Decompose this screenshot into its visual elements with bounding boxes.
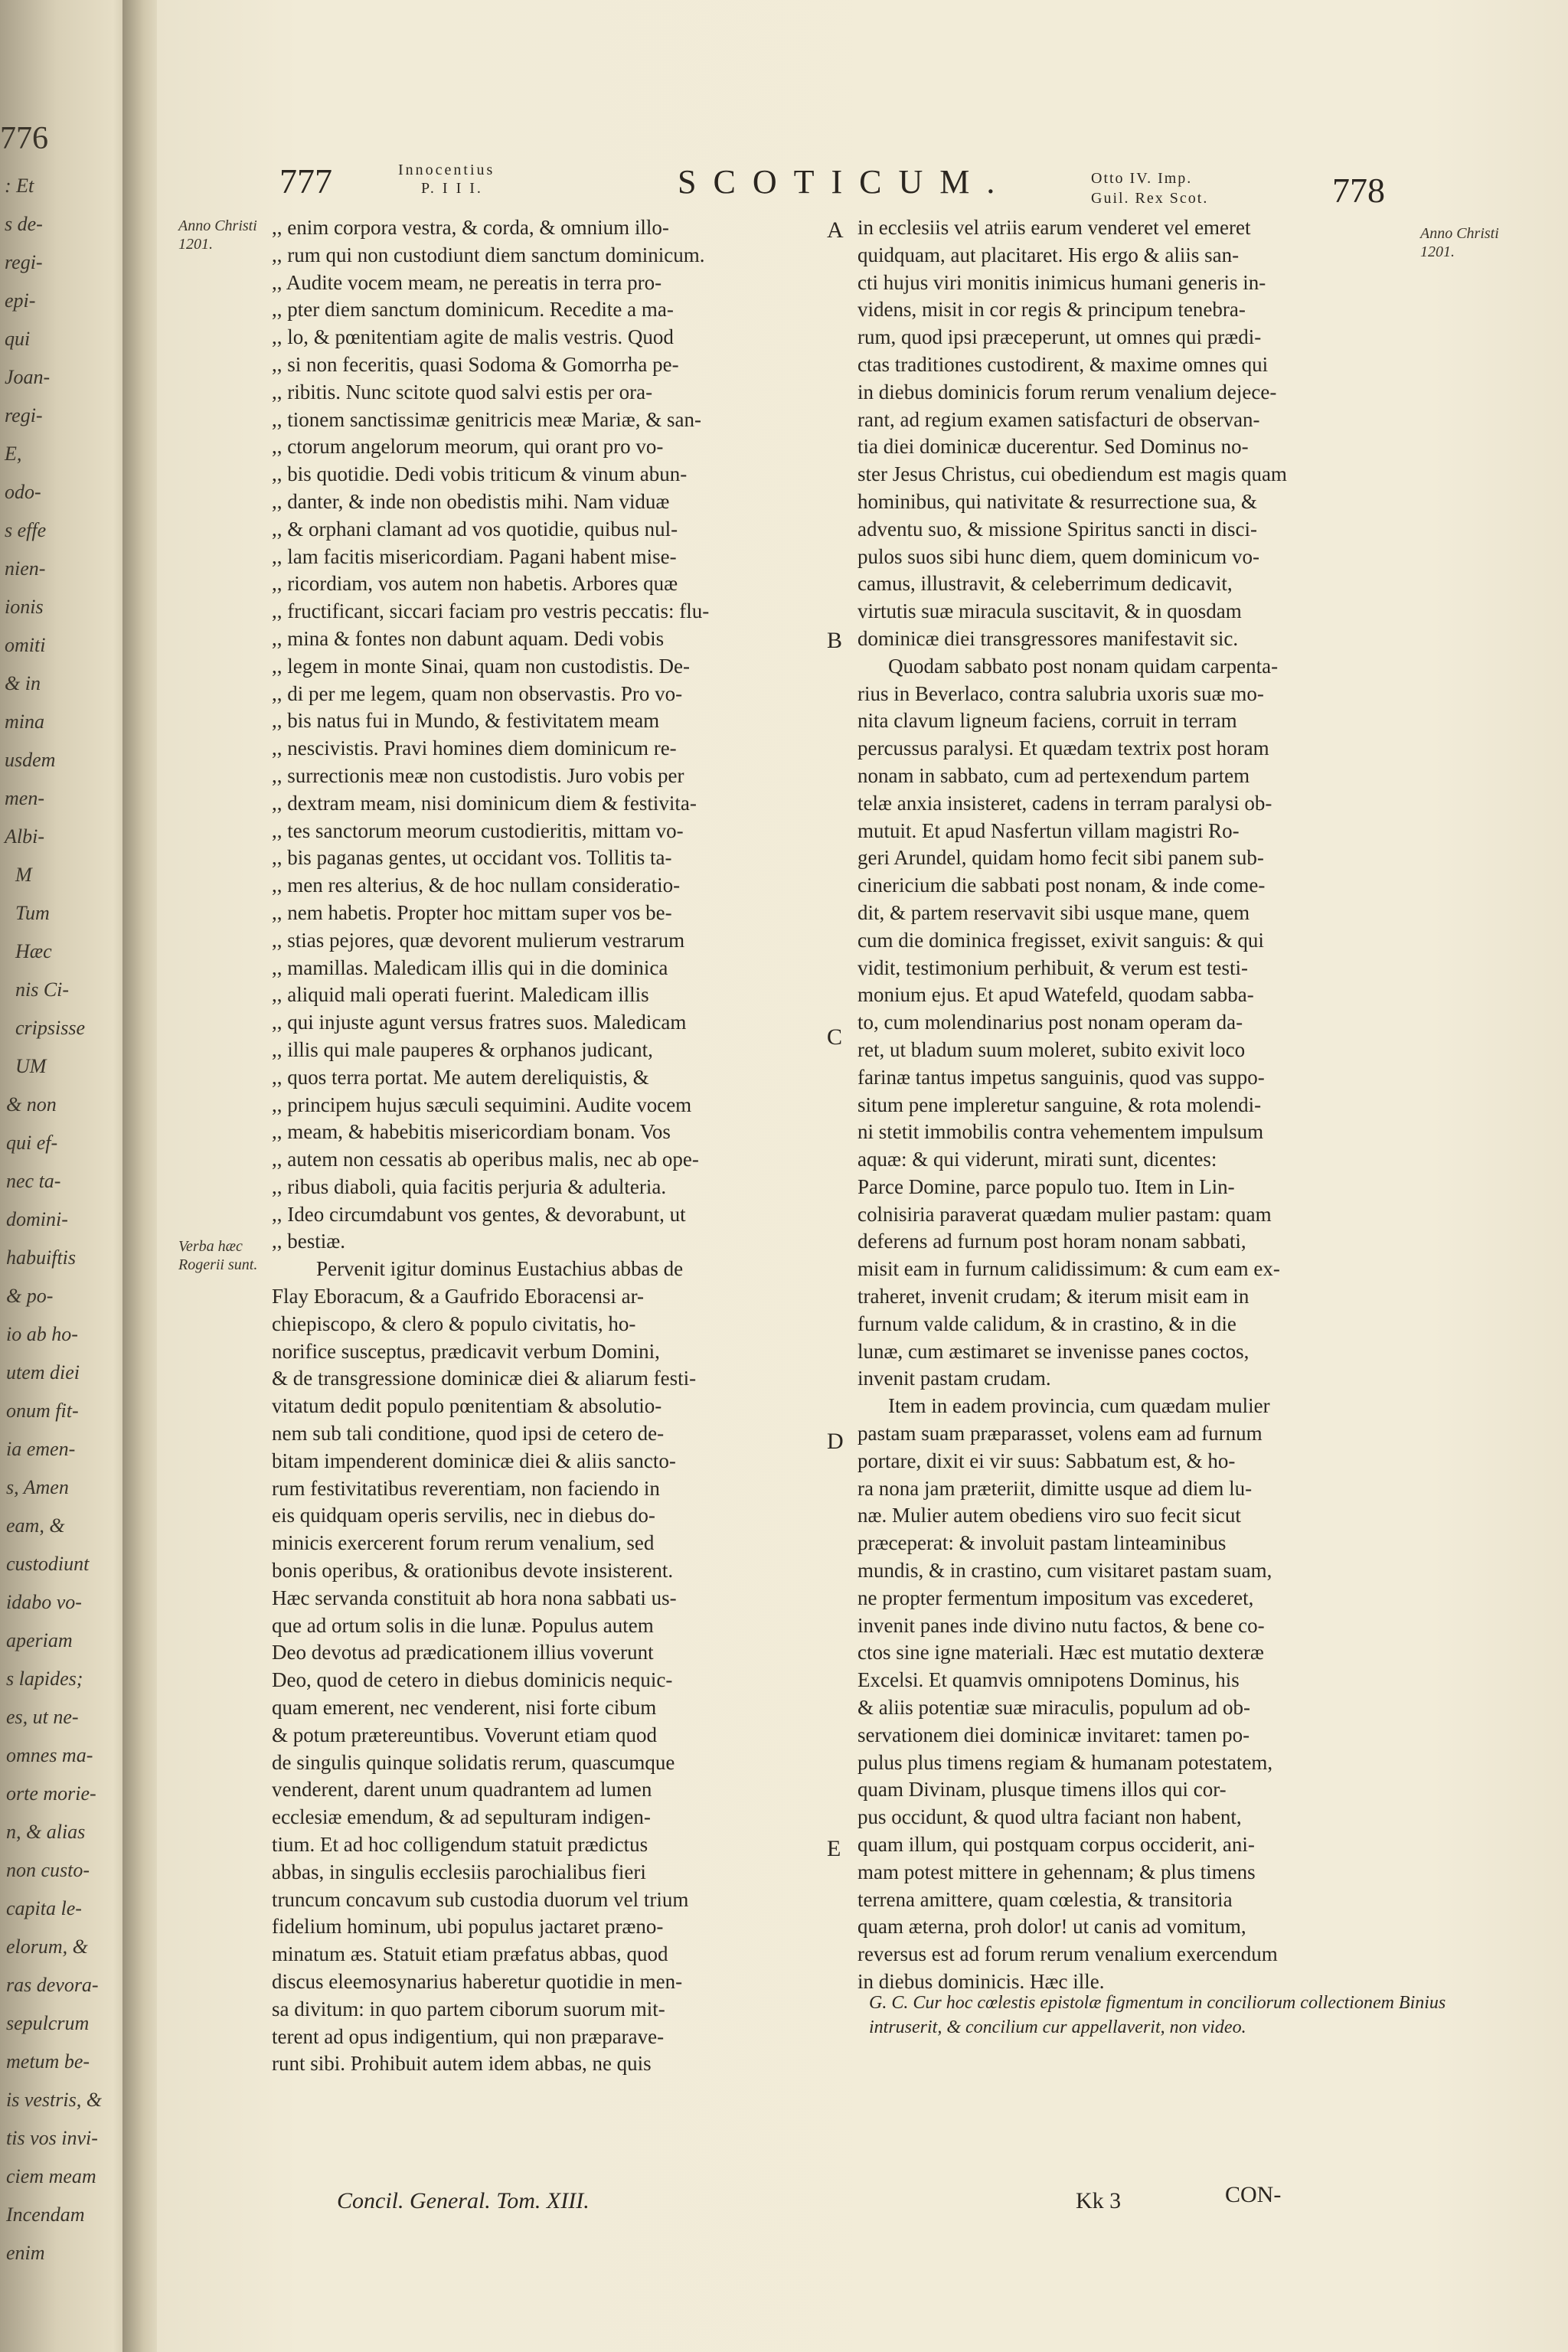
right-column-line: furnum valde calidum, & in crastino, & in die (858, 1312, 1236, 1335)
right-column-line: in diebus dominicis. Hæc ille. (858, 1970, 1105, 1993)
right-column-line: rum, quod ipsi præceperunt, ut omnes qui prædi- (858, 325, 1262, 349)
footer-volume: Concil. General. Tom. XIII. (337, 2188, 590, 2213)
header-otto: Otto IV. Imp. (1091, 170, 1193, 187)
left-column (272, 214, 915, 2078)
right-column-line: cinericium die sabbati post nonam, & inde come- (858, 874, 1266, 897)
right-column-line: ster Jesus Christus, cui obediendum est magis quam (858, 462, 1287, 486)
facing-page-fragment: elorum, & (6, 1936, 88, 1958)
right-column-line: dominicæ diei transgressores manifestavit sic. (858, 626, 1239, 650)
left-column-line: bitam impenderent dominicæ diei & aliis sancto- (272, 1449, 676, 1472)
header-innocent-line2: P. I I I. (421, 180, 483, 197)
left-column-line: ,, bis quotidie. Dedi vobis triticum & vinum abun- (272, 462, 688, 486)
left-column-line: sa divitum: in quo partem ciborum suorum mit- (272, 1997, 665, 2020)
facing-page-fragment: Incendam (6, 2203, 85, 2226)
facing-page-fragment: Joan- (5, 366, 51, 388)
left-column-line: ,, enim corpora vestra, & corda, & omnium illo- (272, 216, 669, 239)
right-column-line: adventu suo, & missione Spiritus sancti in disci- (858, 517, 1257, 541)
left-column-line: ,, dextram meam, nisi dominicum diem & festivita- (272, 791, 697, 815)
facing-page-fragment: cripsisse (15, 1017, 85, 1039)
left-column-line: ,, bestiæ. (272, 1230, 346, 1253)
right-column (858, 214, 1568, 1996)
left-column-line: ,, bis paganas gentes, ut occidant vos. Tollitis ta- (272, 846, 672, 870)
facing-page-fragment: E, (5, 443, 22, 465)
left-column-line: Deo devotus ad prædicationem illius voverunt (272, 1641, 654, 1664)
left-column-line: quam emerent, nec venderent, nisi forte cibum (272, 1696, 657, 1720)
right-column-line: nonam in sabbato, cum ad pertexendum partem (858, 763, 1250, 787)
left-column-line: ,, quos terra portat. Me autem dereliquistis, & (272, 1065, 649, 1089)
right-column-line: in ecclesiis vel atriis earum venderet vel emeret (858, 216, 1251, 239)
left-column-line: ,, ribus diaboli, quia facitis perjuria & adulteria. (272, 1174, 667, 1198)
facing-page-fragment: ciem meam (6, 2165, 96, 2187)
right-column-line: in diebus dominicis forum rerum venalium dejece- (858, 380, 1277, 403)
left-column-line: minicis exercerent forum rerum venalium, sed (272, 1531, 655, 1555)
facing-page-fragment: nec ta- (6, 1170, 61, 1192)
facing-page-fragment: eam, & (6, 1514, 65, 1537)
facing-page-fragment: & non (6, 1093, 57, 1116)
right-column-line: reversus est ad forum rerum venalium exercendum (858, 1942, 1278, 1966)
left-column-line: ,, men res alterius, & de hoc nullam consideratio- (272, 874, 681, 897)
right-column-line: telæ anxia insisteret, cadens in terram paralysi ob- (858, 791, 1272, 815)
left-column-line: ,, Audite vocem meam, ne pereatis in terra pro- (272, 270, 662, 294)
facing-page-fragment: regi- (5, 404, 43, 426)
right-column-line: mundis, & in crastino, cum visitaret pastam suam, (858, 1559, 1272, 1583)
left-column-line: ,, fructificant, siccari faciam pro vestris peccatis: flu- (272, 599, 710, 623)
right-column-line: lunæ, cum æstimaret se invenisse panes coctos, (858, 1339, 1250, 1363)
left-column-line: ,, Ideo circumdabunt vos gentes, & devorabunt, ut (272, 1202, 686, 1226)
facing-page-fragment: omiti (5, 634, 46, 656)
left-column-line: ,, aliquid mali operati fuerint. Maledicam illis (272, 983, 649, 1007)
left-column-line: ,, stias pejores, quæ devorent mulierum vestrarum (272, 928, 685, 952)
left-column-line: fidelium hominum, ubi populus jactaret præno- (272, 1915, 664, 1939)
right-column-line: præceperat: & involuit pastam linteaminibus (858, 1531, 1227, 1555)
right-column-line: rius in Beverlaco, contra salubria uxoris suæ mo- (858, 681, 1264, 705)
left-column-line: Flay Eboracum, & a Gaufrido Eboracensi ar- (272, 1285, 645, 1308)
left-column-line: nem sub tali conditione, quod ipsi de cetero de- (272, 1422, 665, 1446)
facing-page-fragment: s, Amen (6, 1476, 69, 1498)
section-letter-d: D (827, 1429, 844, 1454)
left-column-line: ,, tes sanctorum meorum custodieritis, mittam vo- (272, 818, 684, 842)
left-column-line: ,, di per me legem, quam non observastis. Pro vo- (272, 681, 683, 705)
right-column-line: rant, ad regium examen satisfacturi de observan- (858, 407, 1260, 431)
left-column-line: ,, lam facitis misericordiam. Pagani habent mise- (272, 544, 677, 568)
right-column-line: ret, ut bladum suum moleret, subito exivit loco (858, 1037, 1246, 1061)
right-column-line: tia diei dominicæ ducerentur. Sed Dominus no- (858, 435, 1249, 459)
right-column-line: nita clavum ligneum faciens, corruit in terram (858, 709, 1237, 733)
left-column-line: ,, principem hujus sæculi sequimini. Audite vocem (272, 1093, 692, 1116)
footnote: G. C. Cur hoc cœlestis epistolæ figmentum in conciliorum collectionem Binius intruserit, & concilium cur appellaverit, non video. (869, 1993, 1446, 2037)
facing-page-fragment: qui ef- (6, 1132, 58, 1154)
right-column-line: monium ejus. Et apud Watefeld, quodam sabba- (858, 983, 1254, 1007)
left-column-line: discus eleemosynarius haberetur quotidie in men- (272, 1970, 683, 1993)
footer-catchword: CON- (1225, 2182, 1282, 2207)
left-column-line: ,, ribitis. Nunc scitote quod salvi estis per ora- (272, 380, 653, 403)
left-column-line: rum festivitatibus reverentiam, non faciendo in (272, 1476, 660, 1500)
facing-page-fragment: Tum (15, 902, 50, 924)
right-column-line: Item in eadem provincia, cum quædam mulier (888, 1394, 1270, 1418)
left-column-line: ,, qui injuste agunt versus fratres suos. Maledicam (272, 1011, 687, 1034)
facing-page-fragment: & po- (6, 1285, 54, 1307)
facing-page-fragment: Albi- (5, 825, 44, 848)
right-column-line: ne propter fermentum impositum vas excederet, (858, 1586, 1254, 1609)
facing-page-fragment: s de- (5, 213, 43, 235)
header-guil: Guil. Rex Scot. (1091, 190, 1209, 207)
right-column-line: misit eam in furnum calidissimum: & cum eam ex- (858, 1257, 1280, 1281)
right-column-line: quam illum, qui postquam corpus occiderit, ani- (858, 1833, 1255, 1857)
left-column-line: Hæc servanda constituit ab hora nona sabbati us- (272, 1586, 677, 1609)
right-column-line: situm pene impleretur sanguine, & rota molendi- (858, 1093, 1262, 1116)
left-column-line: ,, autem non cessatis ab operibus malis, nec ab ope- (272, 1148, 699, 1171)
facing-page (0, 0, 142, 2352)
margin-note-year-left: Anno Christi 1201. (178, 217, 257, 253)
right-column-line: geri Arundel, quidam homo fecit sibi panem sub- (858, 846, 1264, 870)
right-column-line: deferens ad furnum post horam nonam sabbati, (858, 1230, 1246, 1253)
left-column-line: & potum prætereuntibus. Voverunt etiam quod (272, 1723, 657, 1746)
facing-page-fragment: usdem (5, 749, 56, 771)
page-number-left: 777 (279, 162, 332, 201)
header-innocent-line1: Innocentius (398, 162, 495, 178)
right-column-line: percussus paralysi. Et quædam textrix post horam (858, 737, 1269, 760)
facing-page-fragment: : Et (5, 175, 34, 197)
right-column-line: invenit panes inde divino nutu factos, & bene co- (858, 1613, 1265, 1637)
margin-note-year-right: Anno Christi 1201. (1420, 225, 1499, 260)
right-column-line: to, cum molendinarius post nonam operam da- (858, 1011, 1243, 1034)
facing-page-fragment: orte morie- (6, 1782, 96, 1805)
facing-page-fragment: regi- (5, 251, 43, 273)
right-column-line: traheret, invenit crudam; & iterum misit eam in (858, 1285, 1250, 1308)
right-column-line: Parce Domine, parce populo tuo. Item in Lin- (858, 1174, 1235, 1198)
facing-page-fragment: odo- (5, 481, 41, 503)
right-column-line: videns, misit in cor regis & principum tenebra- (858, 298, 1246, 322)
left-column-line: ,, surrectionis meæ non custodistis. Juro vobis per (272, 763, 684, 787)
left-column-line: ,, & orphani clamant ad vos quotidie, quibus nul- (272, 517, 678, 541)
facing-page-fragment: nien- (5, 557, 46, 580)
left-column-line: truncum concavum sub custodia duorum vel trium (272, 1887, 689, 1911)
left-column-line: & de transgressione dominicæ diei & aliarum festi- (272, 1367, 697, 1390)
facing-page-fragment: nis Ci- (15, 978, 70, 1001)
right-column-line: cti hujus viri monitis inimicus humani generis in- (858, 270, 1266, 294)
right-column-line: & aliis potentiæ suæ miraculis, populum ad ob- (858, 1696, 1250, 1720)
right-column-line: cum die dominica fregisset, exivit sanguis: & qui (858, 928, 1264, 952)
right-column-line: camus, illustravit, & celeberrimum dedicavit, (858, 572, 1233, 596)
left-column-line: chiepiscopo, & clero & populo civitatis, ho- (272, 1312, 636, 1335)
facing-page-fragment: M (15, 864, 32, 886)
left-column-line: que ad ortum solis in die lunæ. Populus autem (272, 1613, 654, 1637)
right-column-line: terrena amittere, quam cœlestia, & transitoria (858, 1887, 1233, 1911)
left-column-line: ,, tionem sanctissimæ genitricis meæ Mariæ, & san- (272, 407, 701, 431)
facing-page-fragment: idabo vo- (6, 1591, 82, 1613)
margin-note-verba: Verba hæc Rogerii sunt. (178, 1238, 258, 1273)
left-column-line: ,, rum qui non custodiunt diem sanctum dominicum. (272, 243, 705, 266)
section-letter-e: E (827, 1836, 841, 1861)
left-column-line: ,, pter diem sanctum dominicum. Recedite a ma- (272, 298, 674, 322)
facing-page-fragment: habuiftis (6, 1246, 77, 1269)
facing-page-fragment: Hæc (15, 940, 52, 962)
footer-signature: Kk 3 (1076, 2188, 1122, 2213)
left-column-line: ,, meam, & habebitis misericordiam bonam. Vos (272, 1120, 671, 1144)
facing-page-fragment: custodiunt (6, 1553, 90, 1575)
left-column-line: Pervenit igitur dominus Eustachius abbas de (316, 1257, 684, 1281)
left-column-line: Deo, quod de cetero in diebus dominicis nequic- (272, 1668, 673, 1692)
facing-page-fragment: omnes ma- (6, 1744, 93, 1766)
facing-page-fragment: mina (5, 710, 44, 733)
right-column-line: ra nona jam præteriit, dimitte usque ad diem lu- (858, 1476, 1253, 1500)
facing-page-fragment: men- (5, 787, 44, 809)
left-column-line: tium. Et ad hoc colligendum statuit prædictus (272, 1833, 648, 1857)
facing-page-fragment: & in (5, 672, 41, 694)
right-column-line: quam Divinam, plusque timens illos qui cor- (858, 1778, 1227, 1802)
left-column-line: de singulis quinque solidatis rerum, quascumque (272, 1750, 675, 1774)
left-column-line: vitatum dedit populo pœnitentiam & absolutio- (272, 1394, 662, 1418)
right-column-line: pus occidunt, & quod ultra faciant non habent, (858, 1805, 1242, 1829)
facing-page-fragment: utem diei (6, 1361, 80, 1383)
left-column-line: eis quidquam operis servilis, nec in diebus do- (272, 1504, 655, 1527)
right-column-line: farinæ tantus impetus sanguinis, quod vas suppo- (858, 1065, 1265, 1089)
right-column-line: aquæ: & qui viderunt, mirati sunt, dicentes: (858, 1148, 1217, 1171)
facing-page-fragment: enim (6, 2242, 45, 2264)
section-letter-b: B (827, 628, 843, 653)
facing-page-fragment: onum fit- (6, 1400, 79, 1422)
facing-page-fragment: aperiam (6, 1629, 73, 1651)
facing-page-fragment: tis vos invi- (6, 2127, 98, 2149)
facing-page-fragment: es, ut ne- (6, 1706, 79, 1728)
right-column-line: pulos suos sibi hunc diem, quem dominicum vo- (858, 544, 1259, 568)
facing-page-number: 776 (0, 121, 48, 156)
right-column-line: colnisiria paraverat quædam mulier pastam: quam (858, 1202, 1272, 1226)
facing-page-fragment: ia emen- (6, 1438, 76, 1460)
right-column-line: servationem diei dominicæ invitaret: tamen po- (858, 1723, 1250, 1746)
page-number-right: 778 (1332, 171, 1385, 210)
left-column-line: ,, ctorum angelorum meorum, qui orant pro vo- (272, 435, 664, 459)
facing-page-fragment: capita le- (6, 1897, 82, 1919)
left-column-line: ,, mamillas. Maledicam illis qui in die dominica (272, 956, 668, 979)
facing-page-fragment: UM (15, 1055, 47, 1077)
left-column-line: terent ad opus indigentium, qui non præparave- (272, 2024, 665, 2048)
left-column-line: ,, lo, & pœnitentiam agite de malis vestris. Quod (272, 325, 674, 349)
header-innocent (398, 161, 495, 198)
facing-page-fragment: is vestris, & (6, 2089, 102, 2111)
facing-page-fragment: n, & alias (6, 1821, 86, 1843)
right-column-line: quidquam, aut placitaret. His ergo & aliis san- (858, 243, 1240, 266)
right-column-line: Quodam sabbato post nonam quidam carpenta- (888, 654, 1279, 678)
right-column-line: Excelsi. Et quamvis omnipotens Dominus, his (858, 1668, 1240, 1692)
left-column-line: ,, nem habetis. Propter hoc mittam super vos be- (272, 900, 672, 924)
facing-page-fragment: ionis (5, 596, 44, 618)
facing-page-fragment: s lapides; (6, 1668, 83, 1690)
facing-page-fragment: metum be- (6, 2050, 90, 2073)
left-column-line: runt sibi. Prohibuit autem idem abbas, ne quis (272, 2052, 652, 2076)
right-column-line: ctos sine igne materiali. Hæc est mutatio dexteræ (858, 1641, 1264, 1664)
running-title: SCOTICUM. (678, 163, 1012, 201)
right-column-line: virtutis suæ miracula suscitavit, & in quosdam (858, 599, 1242, 623)
left-column-line: norifice susceptus, prædicavit verbum Domini, (272, 1339, 660, 1363)
right-column-line: quam æterna, proh dolor! ut canis ad vomitum, (858, 1915, 1246, 1939)
right-column-line: pastam suam præparasset, volens eam ad furnum (858, 1422, 1263, 1446)
facing-page-fragment: s effe (5, 519, 47, 541)
facing-page-fragment: domini- (6, 1208, 68, 1230)
left-column-line: minatum æs. Statuit etiam præfatus abbas, quod (272, 1942, 668, 1966)
right-column-line: mutuit. Et apud Nasfertun villam magistri Ro- (858, 818, 1240, 842)
left-column-line: ecclesiæ emendum, & ad sepulturam indigen- (272, 1805, 651, 1829)
right-column-line: næ. Mulier autem obediens viro suo fecit sicut (858, 1504, 1241, 1527)
book-page (157, 0, 1568, 2352)
left-column-line: abbas, in singulis ecclesiis parochialibus fieri (272, 1860, 646, 1883)
right-column-line: ni stetit immobilis contra vehementem impulsum (858, 1120, 1264, 1144)
facing-page-fragment: io ab ho- (6, 1323, 78, 1345)
right-column-line: invenit pastam crudam. (858, 1367, 1051, 1390)
right-column-line: ctas traditiones custodirent, & maxime omnes qui (858, 352, 1269, 376)
left-column-line: ,, illis qui male pauperes & orphanos judicant, (272, 1037, 653, 1061)
section-letter-a: A (827, 217, 844, 243)
right-column-line: vidit, testimonium perhibuit, & verum est testi- (858, 956, 1248, 979)
left-column-line: ,, si non feceritis, quasi Sodoma & Gomorrha pe- (272, 352, 679, 376)
right-column-line: mam potest mittere in gehennam; & plus timens (858, 1860, 1256, 1883)
left-column-line: ,, ricordiam, vos autem non habetis. Arbores quæ (272, 572, 678, 596)
left-column-line: ,, mina & fontes non dabunt aquam. Dedi vobis (272, 626, 665, 650)
left-column-line: bonis operibus, & orationibus devote insisterent. (272, 1559, 674, 1583)
facing-page-fragment: ras devora- (6, 1974, 99, 1996)
header-right (1091, 168, 1321, 208)
facing-page-fragment: epi- (5, 289, 36, 312)
left-column-line: ,, legem in monte Sinai, quam non custodistis. De- (272, 654, 690, 678)
left-column-line: ,, danter, & inde non obedistis mihi. Nam viduæ (272, 489, 670, 513)
left-column-line: ,, nescivistis. Pravi homines diem dominicum re- (272, 737, 677, 760)
facing-page-fragment: sepulcrum (6, 2012, 90, 2034)
section-letter-c: C (827, 1024, 843, 1050)
left-column-line: ,, bis natus fui in Mundo, & festivitatem meam (272, 709, 660, 733)
right-column-line: portare, dixit ei vir suus: Sabbatum est, & ho- (858, 1449, 1236, 1472)
facing-page-fragment: qui (5, 328, 31, 350)
right-column-line: hominibus, qui nativitate & resurrectione sua, & (858, 489, 1257, 513)
right-column-line: dit, & partem reservavit sibi usque mane, quem (858, 900, 1250, 924)
right-column-line: pulus plus timens regiam & humanam potestatem, (858, 1750, 1273, 1774)
left-column-line: venderent, darent unum quadrantem ad lumen (272, 1778, 652, 1802)
facing-page-fragment: non custo- (6, 1859, 90, 1881)
